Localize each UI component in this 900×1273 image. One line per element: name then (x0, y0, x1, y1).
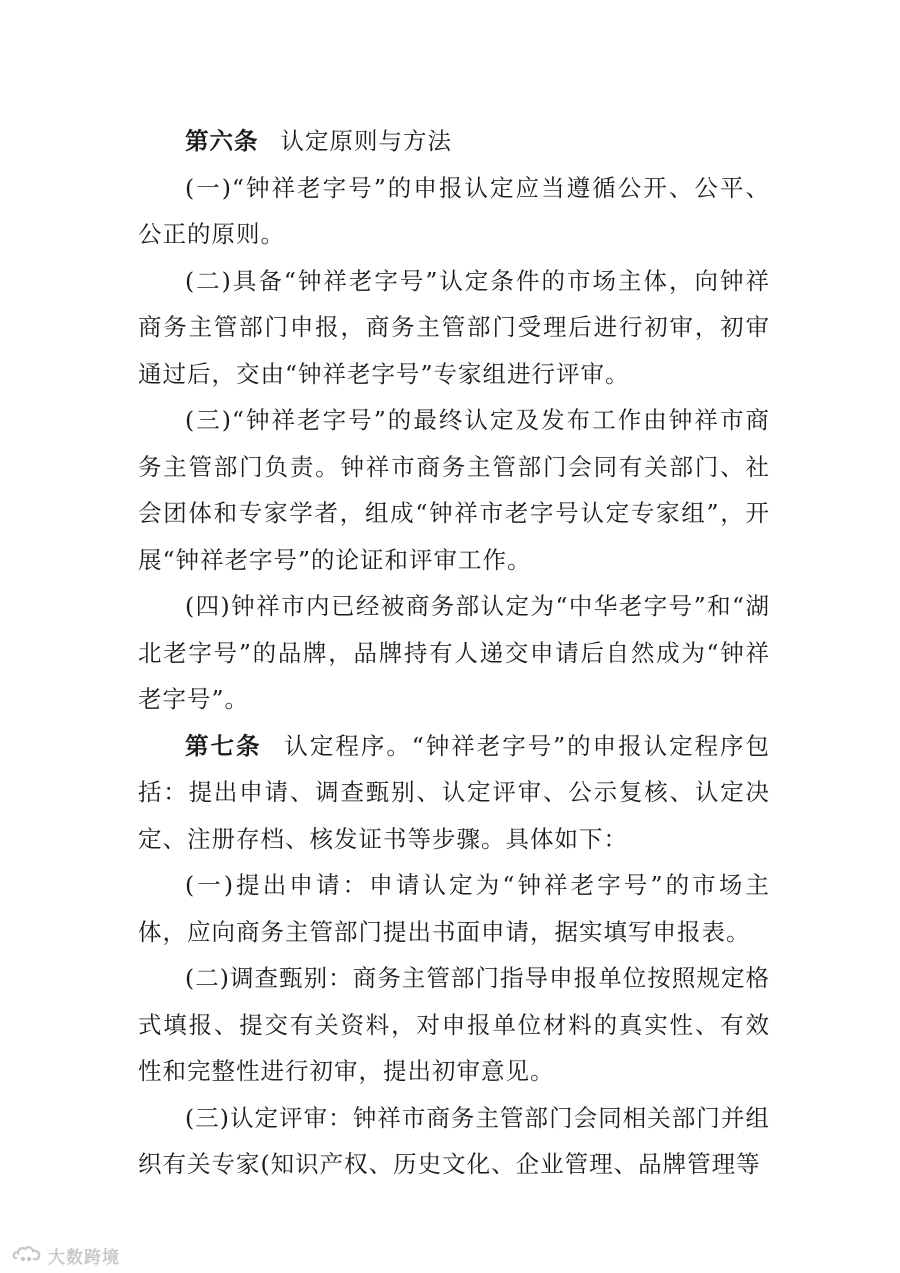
cloud-logo-icon (12, 1244, 42, 1266)
article-number: 第六条 (185, 127, 259, 155)
article-6-heading (138, 118, 770, 165)
article-7-item-2: (二)调查甄别：商务主管部门指导申报单位按照规定格式填报、提交有关资料，对申报单位材料的真实性、有效性和完整性进行初审，提出初审意见。 (138, 964, 770, 1085)
article-7-heading (138, 723, 770, 863)
watermark (12, 1240, 120, 1270)
article-6-item-1: (一)“钟祥老字号”的申报认定应当遵循公开、公平、公正的原则。 (138, 173, 770, 248)
watermark-text: 大数跨境 (48, 1247, 120, 1268)
article-6-item-3: (三)“钟祥老字号”的最终认定及发布工作由钟祥市商务主管部门负责。钟祥市商务主管部门会同有关部门、社会团体和专家学者，组成“钟祥市老字号认定专家组”，开展“钟祥老字号”的论证和评审工作。 (138, 406, 770, 574)
article-number: 第七条 (185, 731, 262, 760)
article-7-item-3: (三)认定评审：钟祥市商务主管部门会同相关部门并组织有关专家(知识产权、历史文化、企业管理、品牌管理等 (138, 1103, 770, 1178)
article-6-item-2: (二)具备“钟祥老字号”认定条件的市场主体，向钟祥商务主管部门申报，商务主管部门受理后进行初审，初审通过后，交由“钟祥老字号”专家组进行评审。 (138, 266, 770, 388)
article-7-item-1: (一)提出申请：申请认定为“钟祥老字号”的市场主体，应向商务主管部门提出书面申请，据实填写申报表。 (138, 871, 770, 946)
article-6-item-4: (四)钟祥市内已经被商务部认定为“中华老字号”和“湖北老字号”的品牌，品牌持有人递交申请后自然成为“钟祥老字号”。 (138, 592, 770, 713)
article-title: 认定原则与方法 (280, 127, 452, 155)
document-body (138, 118, 770, 1188)
article-title: 认定程序。“钟祥老字号”的申报认定程序包括：提出申请、调查甄别、认定评审、公示复核、认定决定、注册存档、核发证书等步骤。具体如下： (138, 731, 771, 853)
